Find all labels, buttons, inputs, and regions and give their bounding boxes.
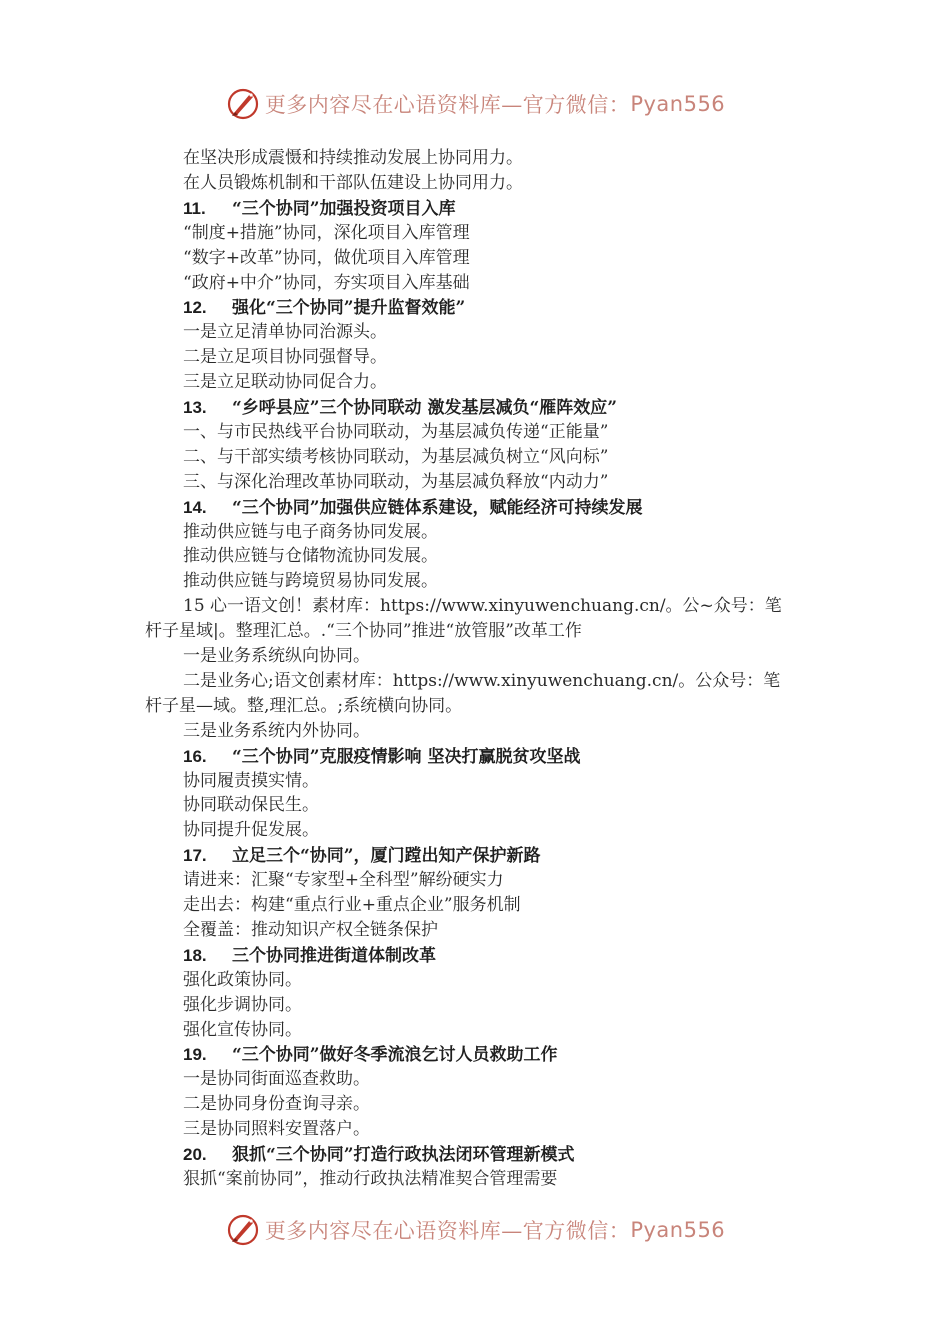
section-number: 18. <box>183 945 207 965</box>
text-line: 请进来：汇聚“专家型+全科型”解纷硬实力 <box>183 870 504 891</box>
text-line: 全覆盖：推动知识产权全链条保护 <box>183 919 438 940</box>
text-line: 强化政策协同。 <box>183 969 302 990</box>
text-line: 在人员锻炼机制和干部队伍建设上协同用力。 <box>183 172 523 193</box>
pen-logo-icon <box>225 1212 261 1248</box>
text-line: 三是立足联动协同促合力。 <box>183 372 387 393</box>
section-heading <box>183 744 580 770</box>
section-number: 12. <box>183 298 207 318</box>
section-title: “三个协同”做好冬季流浪乞讨人员救助工作 <box>232 1045 558 1066</box>
text-line: 强化步调协同。 <box>183 994 302 1015</box>
section-heading <box>183 395 617 421</box>
header-banner <box>0 84 950 124</box>
text-line: 协同提升促发展。 <box>183 820 319 841</box>
text-line: 二、与干部实绩考核协同联动，为基层减负树立“风向标” <box>183 446 609 467</box>
text-line: 三是业务系统内外协同。 <box>183 720 370 741</box>
banner-text: 更多内容尽在心语资料库—官方微信： <box>264 1219 631 1243</box>
section-number: 13. <box>183 398 207 417</box>
text-line: 一是业务系统纵向协同。 <box>183 646 370 666</box>
text-line: 一、与市民热线平台协同联动，为基层减负传递“正能量” <box>183 421 609 442</box>
section-number: 14. <box>183 497 207 517</box>
text-line: 一是立足清单协同治源头。 <box>183 322 387 343</box>
text-line: 推动供应链与跨境贸易协同发展。 <box>183 571 438 592</box>
text-line: 在坚决形成震慑和持续推动发展上协同用力。 <box>183 148 523 168</box>
text-line: 强化宣传协同。 <box>183 1019 302 1040</box>
section-number: 16. <box>183 746 207 766</box>
text-line: 推动供应链与电子商务协同发展。 <box>183 521 438 542</box>
section-title: 立足三个“协同”，厦门蹚出知产保护新路 <box>232 846 541 867</box>
section-heading <box>183 1042 558 1068</box>
section-number: 11. <box>183 198 206 218</box>
text-line: 三、与深化治理改革协同联动，为基层减负释放“内动力” <box>183 471 609 492</box>
section-title: “三个协同”加强供应链体系建设，赋能经济可持续发展 <box>232 497 643 518</box>
text-line: 杆子星—域。整,理汇总。;系统横向协同。 <box>145 695 463 716</box>
text-line: 二是立足项目协同强督导。 <box>183 347 387 368</box>
text-line: 15 心一语文创！素材库：https://www.xinyuwenchuang.cn/。公~众号：笔 <box>183 596 782 617</box>
pen-logo-icon <box>225 86 261 122</box>
text-line: 二是协同身份查询寻亲。 <box>183 1094 370 1115</box>
section-heading <box>183 943 436 969</box>
banner-wechat-id: Pyan556 <box>630 1218 726 1242</box>
banner-text: 更多内容尽在心语资料库—官方微信： <box>264 93 631 117</box>
text-line: 推动供应链与仓储物流协同发展。 <box>183 546 438 567</box>
text-line: 协同履责摸实情。 <box>183 770 319 791</box>
section-number: 19. <box>183 1045 207 1065</box>
section-title: 三个协同推进街道体制改革 <box>232 945 436 966</box>
section-title: “乡呼县应”三个协同联动 激发基层减负“雁阵效应” <box>232 398 618 418</box>
section-heading <box>183 495 643 521</box>
text-line: 杆子星域|。整理汇总。.“三个协同”推进“放管服”改革工作 <box>145 621 582 642</box>
text-line: “政府+中介”协同，夯实项目入库基础 <box>183 272 470 293</box>
section-heading <box>183 1142 575 1168</box>
text-line: 走出去：构建“重点行业+重点企业”服务机制 <box>183 895 521 915</box>
section-title: 狠抓“三个协同”打造行政执法闭环管理新模式 <box>232 1145 575 1165</box>
text-line: “制度+措施”协同，深化项目入库管理 <box>183 222 470 243</box>
text-line: 一是协同街面巡查救助。 <box>183 1069 370 1090</box>
text-line: “数字+改革”协同，做优项目入库管理 <box>183 247 470 268</box>
section-heading <box>183 843 541 869</box>
text-line: 协同联动保民生。 <box>183 795 319 816</box>
text-line: 狠抓“案前协同”，推动行政执法精准契合管理需要 <box>183 1168 558 1189</box>
banner-wechat-id: Pyan556 <box>630 92 726 116</box>
section-number: 17. <box>183 846 207 866</box>
section-number: 20. <box>183 1145 207 1164</box>
section-heading <box>183 295 465 321</box>
section-heading <box>183 196 456 222</box>
text-line: 三是协同照料安置落户。 <box>183 1119 370 1140</box>
text-line: 二是业务心;语文创素材库：https://www.xinyuwenchuang.cn/。公众号：笔 <box>183 670 781 691</box>
section-title: “三个协同”克服疫情影响 坚决打赢脱贫攻坚战 <box>232 746 581 767</box>
section-title: 强化“三个协同”提升监督效能” <box>232 298 466 319</box>
footer-banner <box>0 1210 950 1250</box>
section-title: “三个协同”加强投资项目入库 <box>232 198 456 219</box>
